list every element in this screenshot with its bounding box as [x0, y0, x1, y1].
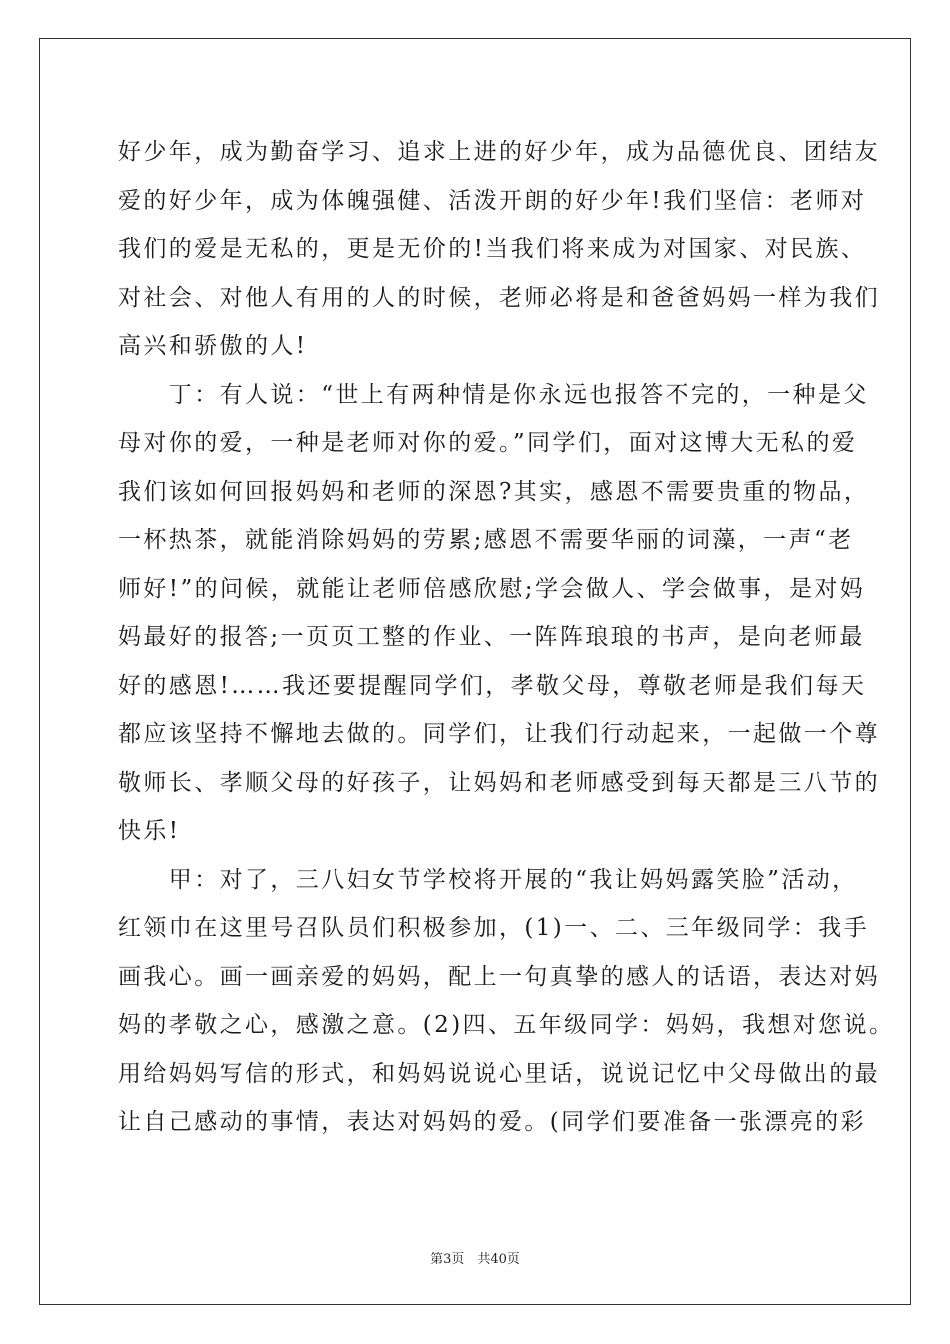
text-line: 高兴和骄傲的人! [118, 333, 308, 359]
text-line: 快乐! [118, 818, 181, 844]
body-text [118, 128, 895, 1147]
text-line: 好少年，成为勤奋学习、追求上进的好少年，成为品德优良、团结友 [118, 139, 880, 165]
page-number-footer: 第3页 共40页 [430, 1252, 520, 1267]
text-line: 用给妈妈写信的形式，和妈妈说说心里话，说说记忆中父母做出的最 [118, 1060, 880, 1087]
text-line: 我们的爱是无私的，更是无价的!当我们将来成为对国家、对民族、 [118, 236, 867, 262]
text-line: 丁：有人说：“世上有两种情是你永远也报答不完的，一种是父 [118, 381, 869, 408]
text-line: 母对你的爱，一种是老师对你的爱。”同学们，面对这博大无私的爱 [118, 430, 858, 456]
text-line: 妈的孝敬之心，感激之意。(2)四、五年级同学：妈妈，我想对您说。 [118, 1012, 895, 1038]
text-line: 妈最好的报答;一页页工整的作业、一阵阵琅琅的书声，是向老师最 [118, 624, 865, 650]
text-line: 让自己感动的事情，表达对妈妈的爱。(同学们要准备一张漂亮的彩 [118, 1109, 866, 1135]
text-line: 一杯热茶，就能消除妈妈的劳累;感恩不需要华丽的词藻，一声“老 [118, 527, 854, 553]
text-line: 对社会、对他人有用的人的时候，老师必将是和爸爸妈妈一样为我们 [118, 284, 880, 311]
text-line: 红领巾在这里号召队员们积极参加，(1)一、二、三年级同学：我手 [118, 915, 869, 941]
text-line: 都应该坚持不懈地去做的。同学们，让我们行动起来，一起做一个尊 [118, 721, 880, 747]
text-line: 好的感恩!……我还要提醒同学们，孝敬父母，尊敬老师是我们每天 [118, 672, 867, 699]
text-line: 师好!”的问候，就能让老师倍感欣慰;学会做人、学会做事，是对妈 [118, 575, 866, 602]
text-line: 甲：对了，三八妇女节学校将开展的“我让妈妈露笑脸”活动， [118, 866, 858, 893]
text-line: 我们该如何回报妈妈和老师的深恩?其实，感恩不需要贵重的物品， [118, 478, 870, 505]
text-line: 爱的好少年，成为体魄强健、活泼开朗的好少年!我们坚信：老师对 [118, 187, 867, 214]
text-line: 画我心。画一画亲爱的妈妈，配上一句真挚的感人的话语，表达对妈 [118, 963, 880, 990]
text-line: 敬师长、孝顺父母的好孩子，让妈妈和老师感受到每天都是三八节的 [118, 769, 880, 796]
